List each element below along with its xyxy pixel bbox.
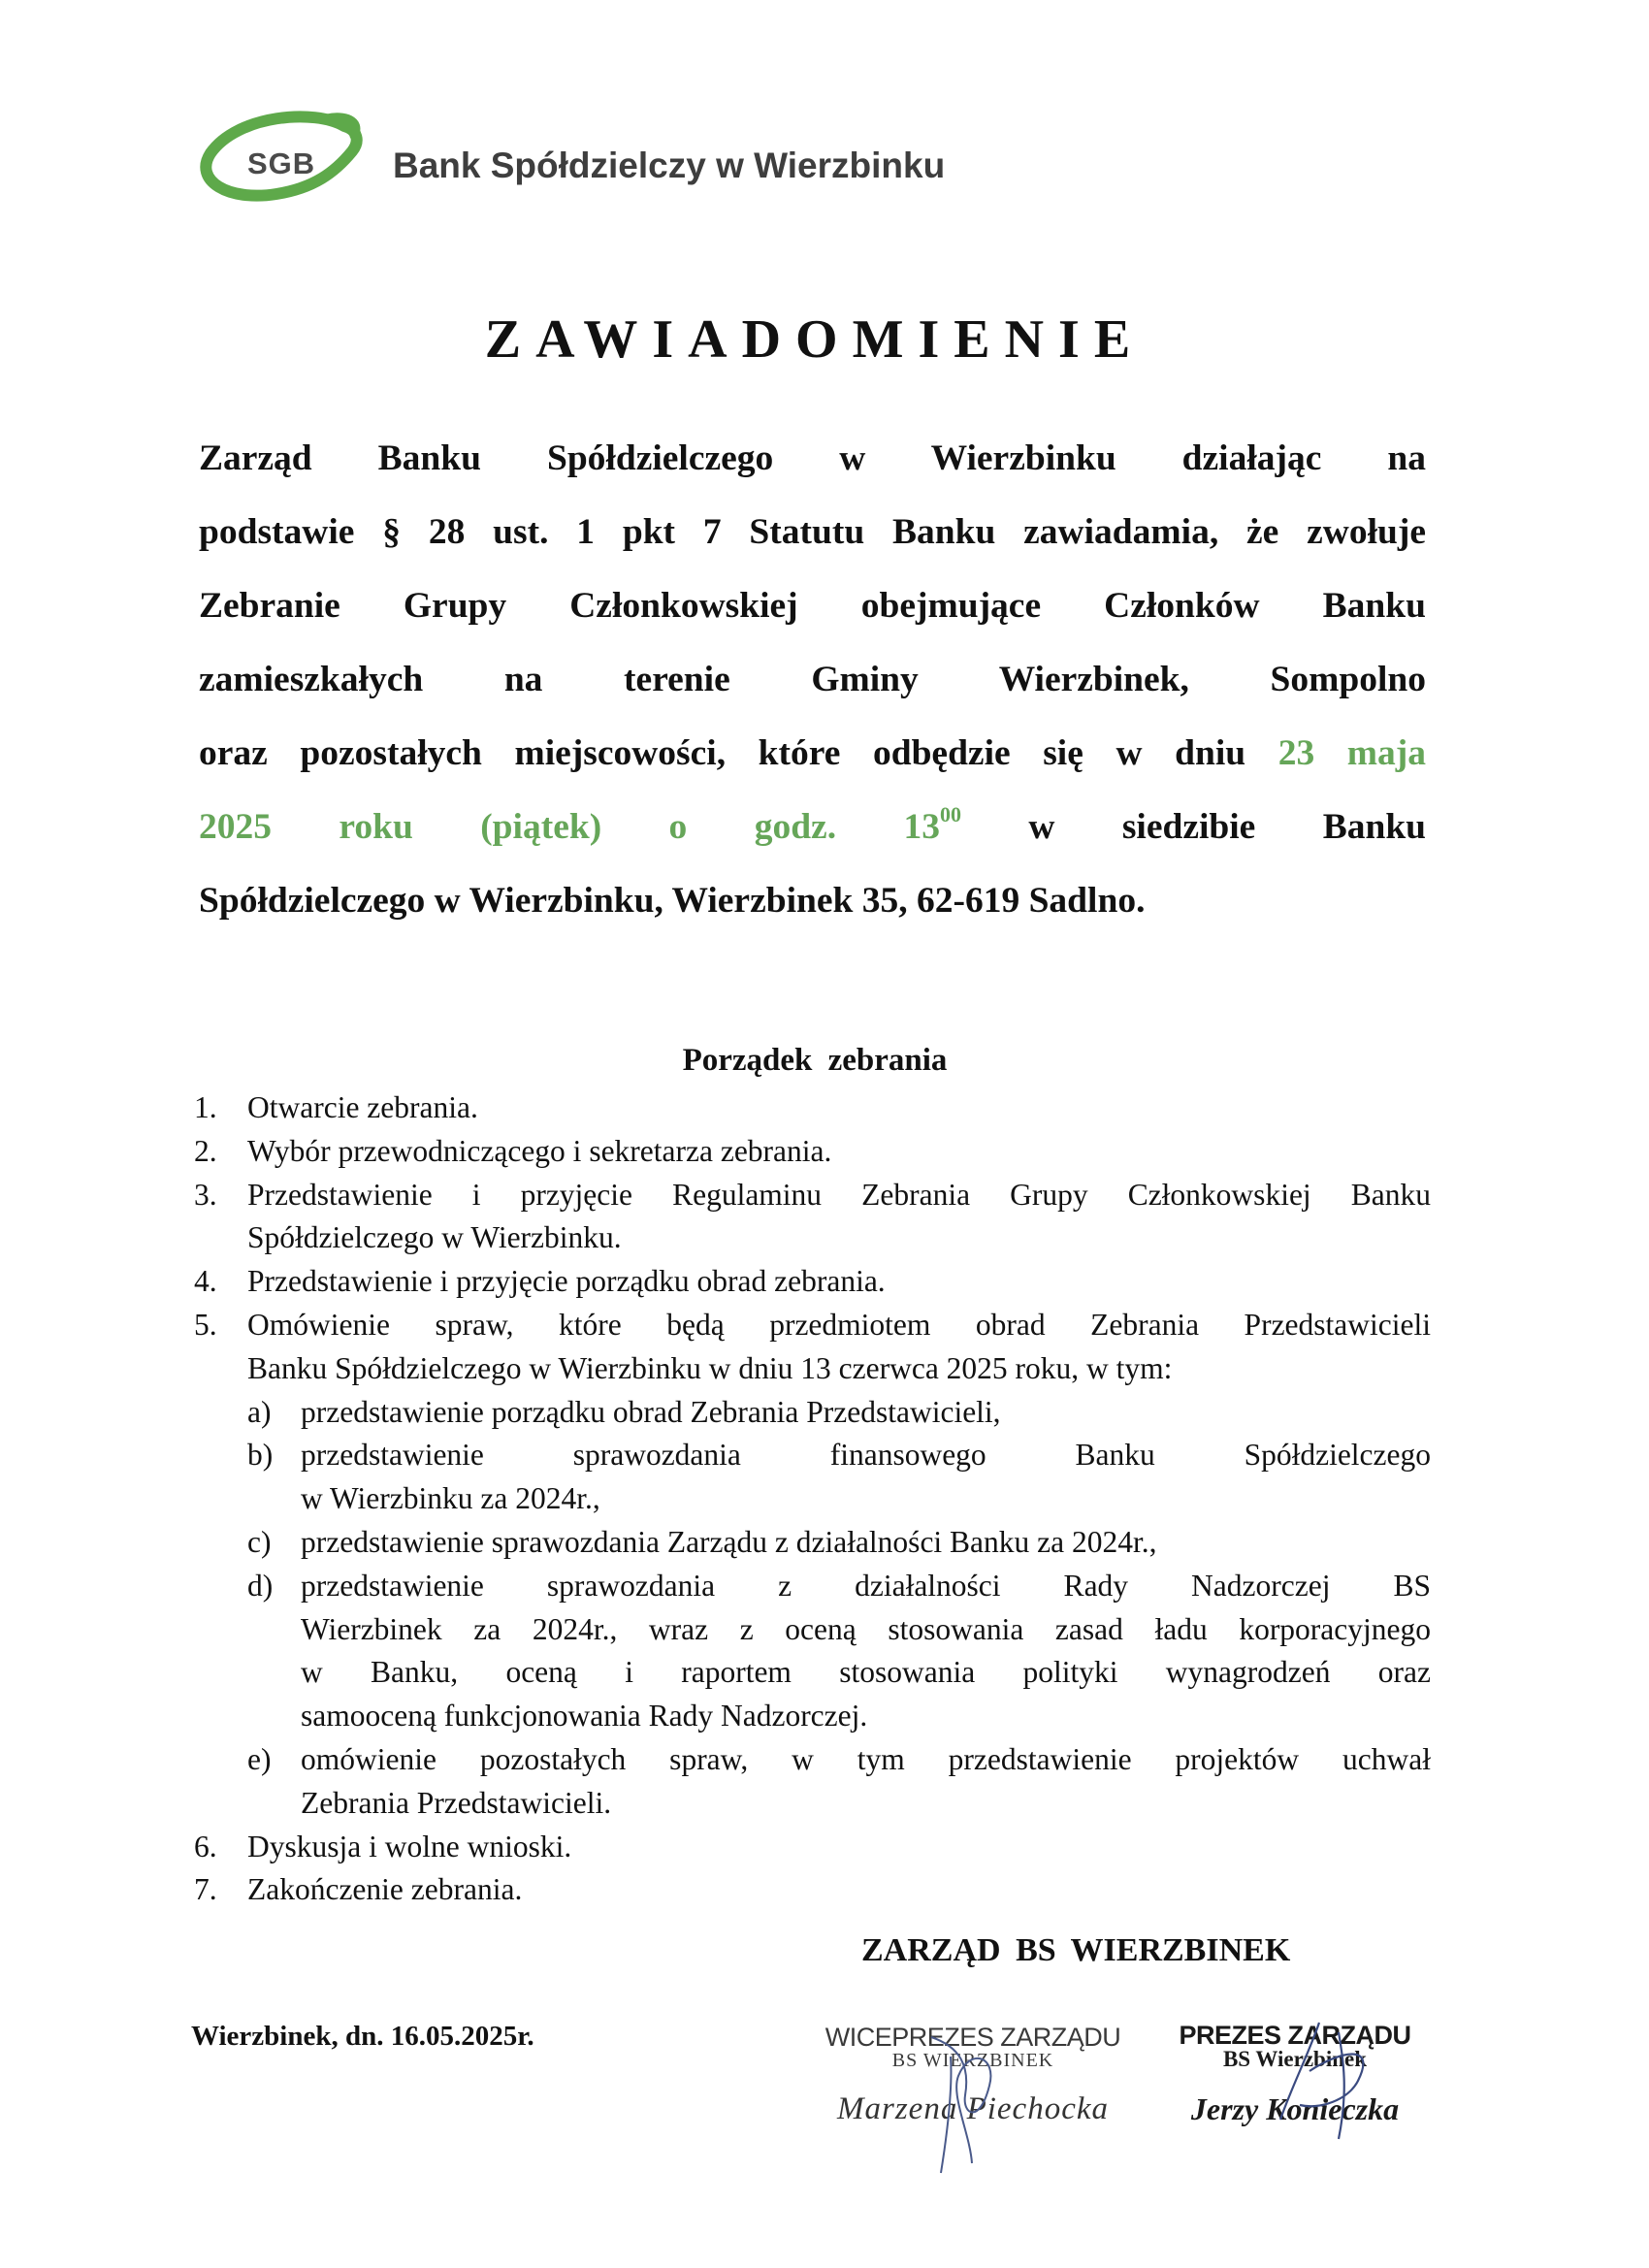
agenda-line: w Wierzbinku za 2024r., [301, 1481, 600, 1516]
agenda-subitem-text [301, 1434, 1431, 1521]
agenda-item [194, 1130, 1431, 1174]
paragraph-line [199, 717, 1426, 791]
agenda-line: Otwarcie zebrania. [247, 1090, 478, 1124]
agenda-item [194, 1868, 1431, 1912]
agenda-item-number: 7. [194, 1872, 217, 1907]
stamp-name: Marzena Piechocka [837, 2091, 1109, 2126]
agenda-subitem [247, 1738, 1431, 1826]
document-title: ZAWIADOMIENIE [484, 309, 1146, 370]
agenda-subitem-letter: d) [247, 1568, 274, 1603]
agenda-line: Dyskusja i wolne wnioski. [247, 1829, 572, 1863]
agenda-line: Przedstawienie i przyjęcie Regulaminu Zebrania Grupy Członkowskiej Banku [247, 1177, 1431, 1212]
stamp-name: Jerzy Konieczka [1190, 2091, 1400, 2126]
paragraph-line [199, 791, 1426, 864]
agenda-item-number: 3. [194, 1177, 217, 1212]
paragraph-text: w siedzibie Banku [1028, 807, 1427, 847]
agenda-item-number: 5. [194, 1307, 217, 1342]
agenda-list [194, 1086, 1431, 1912]
agenda-line: przedstawienie sprawozdania z działalności Rady Nadzorczej BS [301, 1568, 1431, 1603]
stamp-title: WICEPREZES ZARZĄDU [824, 2023, 1121, 2052]
agenda-subitem-letter: c) [247, 1524, 272, 1559]
agenda-line: Zakończenie zebrania. [247, 1872, 523, 1907]
agenda-line: przedstawienie sprawozdania Zarządu z działalności Banku za 2024r., [301, 1524, 1157, 1559]
agenda-line: omówienie pozostałych spraw, w tym przedstawienie projektów uchwał [301, 1741, 1431, 1776]
meeting-hour: 13 [903, 807, 940, 847]
agenda-line: przedstawienie sprawozdania finansowego Banku Spółdzielczego [301, 1438, 1431, 1473]
meeting-time [903, 802, 961, 847]
agenda-subitem [247, 1434, 1431, 1521]
paragraph-line: podstawie § 28 ust. 1 pkt 7 Statutu Banku zawiadamia, że zwołuje [199, 512, 1426, 552]
bank-name: Bank Spółdzielczy w Wierzbinku [393, 146, 946, 185]
agenda-item-text [247, 1260, 1431, 1304]
agenda-subitem [247, 1391, 1431, 1435]
agenda-item-number: 6. [194, 1829, 217, 1863]
agenda-item-text [247, 1304, 1431, 1391]
paragraph-line: Zarząd Banku Spółdzielczego w Wierzbinku działając na [199, 438, 1426, 478]
board-heading: ZARZĄD BS WIERZBINEK [861, 1932, 1291, 1968]
agenda-line: Wybór przewodniczącego i sekretarza zebrania. [247, 1133, 832, 1168]
agenda-subitem-letter: b) [247, 1438, 274, 1473]
agenda-line: przedstawienie porządku obrad Zebrania Przedstawicieli, [301, 1394, 1001, 1429]
agenda-item-text [247, 1130, 1431, 1174]
stamp-bank: BS Wierzbinek [1222, 2047, 1368, 2071]
agenda-item-number: 2. [194, 1133, 217, 1168]
agenda-item-text [247, 1826, 1431, 1869]
agenda-line: Banku Spółdzielczego w Wierzbinku w dniu 13 czerwca 2025 roku, w tym: [247, 1350, 1173, 1385]
agenda-subitem-letter: a) [247, 1394, 272, 1429]
agenda-item-number: 4. [194, 1264, 217, 1299]
meeting-date: 23 maja [1277, 733, 1427, 773]
agenda-item [194, 1086, 1431, 1130]
agenda-item [194, 1260, 1431, 1304]
agenda-line: Przedstawienie i przyjęcie porządku obrad zebrania. [247, 1264, 886, 1299]
agenda-subitem [247, 1565, 1431, 1738]
paragraph-text: oraz pozostałych miejscowości, które odbędzie się w dniu [199, 733, 1246, 773]
meeting-date-cont: 2025 roku (piątek) o godz. [199, 807, 837, 847]
stamp-bank: BS WIERZBINEK [891, 2050, 1054, 2071]
signature-vice-president [912, 2027, 1038, 2183]
stamp-title: PREZES ZARZĄDU [1179, 2021, 1411, 2050]
signature-president [1251, 2013, 1406, 2149]
agenda-item-text [247, 1868, 1431, 1912]
logo-sgb-text: SGB [247, 146, 316, 180]
agenda-subitem-text [301, 1565, 1431, 1738]
agenda-line: Spółdzielczego w Wierzbinku. [247, 1220, 622, 1255]
agenda-item [194, 1304, 1431, 1391]
agenda-item-number: 1. [194, 1090, 217, 1124]
paragraph-line: Spółdzielczego w Wierzbinku, Wierzbinek 35, 62-619 Sadlno. [199, 881, 1146, 921]
agenda-subitem [247, 1521, 1431, 1565]
agenda-subitem-text [301, 1391, 1431, 1435]
agenda-subitem-text [301, 1521, 1431, 1565]
agenda-item [194, 1826, 1431, 1869]
bank-logo [199, 105, 1072, 211]
agenda-item [194, 1174, 1431, 1261]
agenda-item-text [247, 1174, 1431, 1261]
meeting-minutes: 00 [939, 802, 961, 826]
paragraph-line: zamieszkałych na terenie Gminy Wierzbinek, Sompolno [199, 660, 1426, 699]
notice-paragraph [199, 422, 1426, 938]
agenda-item-text [247, 1086, 1431, 1130]
paragraph-line: Zebranie Grupy Członkowskiej obejmujące Członków Banku [199, 586, 1426, 626]
agenda-title: Porządek zebrania [682, 1043, 948, 1078]
agenda-line: samooceną funkcjonowania Rady Nadzorczej. [301, 1699, 868, 1733]
agenda-line: Zebrania Przedstawicieli. [301, 1785, 612, 1820]
agenda-line: w Banku, oceną i raportem stosowania polityki wynagrodzeń oraz [301, 1655, 1431, 1690]
agenda-line: Omówienie spraw, które będą przedmiotem obrad Zebrania Przedstawicieli [247, 1307, 1431, 1342]
agenda-line: Wierzbinek za 2024r., wraz z oceną stosowania zasad ładu korporacyjnego [301, 1611, 1431, 1646]
place-date: Wierzbinek, dn. 16.05.2025r. [191, 2021, 534, 2052]
agenda-subitem-text [301, 1738, 1431, 1826]
agenda-subitem-letter: e) [247, 1741, 272, 1776]
